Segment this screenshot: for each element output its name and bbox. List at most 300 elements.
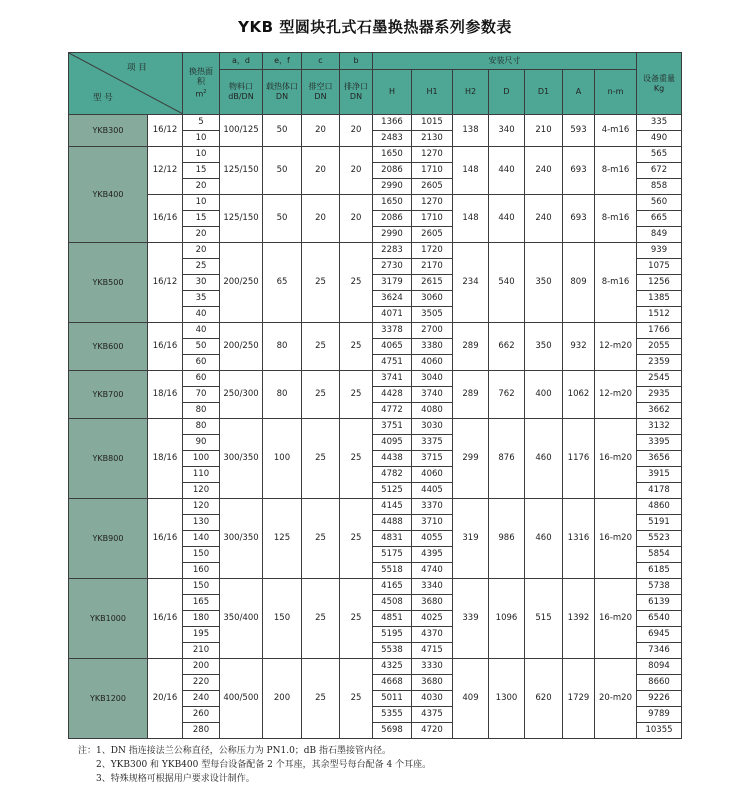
weight-cell: 3132: [637, 419, 682, 435]
spec-cell: 16/16: [148, 579, 183, 659]
h-cell: 4782: [373, 467, 412, 483]
spec-cell: 20/16: [148, 659, 183, 739]
ef-cell: 100: [263, 419, 302, 499]
area-cell: 40: [183, 323, 220, 339]
h-cell: 3751: [373, 419, 412, 435]
h-cell: 4071: [373, 307, 412, 323]
weight-label: 设备重量: [643, 73, 675, 83]
c-cell: 20: [302, 147, 340, 195]
a-cell: 693: [563, 147, 595, 195]
b-cell: 25: [340, 659, 373, 739]
weight-cell: 665: [637, 211, 682, 227]
b-cell: 20: [340, 147, 373, 195]
ef-cell: 50: [263, 195, 302, 243]
h2-cell: 319: [453, 499, 489, 579]
h1-cell: 4720: [412, 723, 453, 739]
area-cell: 10: [183, 131, 220, 147]
h1-cell: 1270: [412, 147, 453, 163]
h2-cell: 409: [453, 659, 489, 739]
area-cell: 150: [183, 547, 220, 563]
h-cell: 4488: [373, 515, 412, 531]
model-cell: YKB700: [69, 371, 148, 419]
h1-cell: 1720: [412, 243, 453, 259]
weight-unit: Kg: [653, 83, 665, 93]
nm-cell: 16-m20: [595, 499, 637, 579]
a-cell: 593: [563, 115, 595, 147]
area-cell: 5: [183, 115, 220, 131]
c-cell: 25: [302, 419, 340, 499]
nm-cell: 8-m16: [595, 195, 637, 243]
weight-cell: 2545: [637, 371, 682, 387]
ports-cell: 250/300: [220, 371, 263, 419]
weight-cell: 849: [637, 227, 682, 243]
spec-cell: 18/16: [148, 371, 183, 419]
h-cell: 5011: [373, 691, 412, 707]
model-cell: YKB800: [69, 419, 148, 499]
table-row: [69, 499, 682, 515]
a-cell: 1316: [563, 499, 595, 579]
nm-cell: 8-m16: [595, 243, 637, 323]
d-cell: 876: [489, 419, 525, 499]
table-row: [69, 323, 682, 339]
model-cell: YKB900: [69, 499, 148, 579]
ports-cell: 100/125: [220, 115, 263, 147]
h1-cell: 3715: [412, 451, 453, 467]
note-line: 2、YKB300 和 YKB400 型每台设备配备 2 个耳座，其余型号每台配备 4 个耳座。: [96, 760, 432, 770]
table-row: [69, 147, 682, 163]
h-cell: 4508: [373, 595, 412, 611]
h1-cell: 4030: [412, 691, 453, 707]
page-title: YKB 型圆块孔式石墨换热器系列参数表: [238, 18, 512, 36]
h-cell: 2990: [373, 179, 412, 195]
weight-cell: 9789: [637, 707, 682, 723]
h1-cell: 4060: [412, 355, 453, 371]
ef-cell: 150: [263, 579, 302, 659]
h-cell: 5518: [373, 563, 412, 579]
table-body: [69, 115, 682, 739]
ef-cell: 65: [263, 243, 302, 323]
h-cell: 1650: [373, 147, 412, 163]
d-cell: 440: [489, 195, 525, 243]
h-cell: 5355: [373, 707, 412, 723]
area-cell: 10: [183, 195, 220, 211]
h2-cell: 289: [453, 371, 489, 419]
weight-cell: 2359: [637, 355, 682, 371]
note-line: 3、特殊规格可根据用户要求设计制作。: [96, 774, 255, 784]
ports-cell: 200/250: [220, 323, 263, 371]
b-cell: 25: [340, 579, 373, 659]
area-cell: 240: [183, 691, 220, 707]
c-cell: 25: [302, 499, 340, 579]
h-cell: 4325: [373, 659, 412, 675]
h1-cell: 3680: [412, 675, 453, 691]
area-cell: 80: [183, 419, 220, 435]
h-cell: 2730: [373, 259, 412, 275]
weight-cell: 5191: [637, 515, 682, 531]
diagonal-divider-icon: [69, 53, 183, 114]
b-header: 排净口 DN: [340, 70, 373, 115]
b-cell: 20: [340, 195, 373, 243]
model-cell: YKB500: [69, 243, 148, 323]
weight-cell: 490: [637, 131, 682, 147]
h1-cell: 1015: [412, 115, 453, 131]
d-cell: 440: [489, 147, 525, 195]
area-cell: 30: [183, 275, 220, 291]
area-cell: 15: [183, 211, 220, 227]
model-cell: YKB1000: [69, 579, 148, 659]
nm-cell: 16-m20: [595, 419, 637, 499]
a-cell: 1729: [563, 659, 595, 739]
weight-cell: 335: [637, 115, 682, 131]
weight-cell: 9226: [637, 691, 682, 707]
h1-cell: 3340: [412, 579, 453, 595]
d1-cell: 240: [525, 195, 563, 243]
h1-cell: 4080: [412, 403, 453, 419]
table-row: [69, 115, 682, 131]
d1-cell: 515: [525, 579, 563, 659]
a-cell: 809: [563, 243, 595, 323]
weight-cell: 5738: [637, 579, 682, 595]
d1-cell: 350: [525, 243, 563, 323]
notes: [78, 744, 431, 786]
h1-cell: 4740: [412, 563, 453, 579]
area-cell: 280: [183, 723, 220, 739]
b-cell: 25: [340, 419, 373, 499]
weight-cell: 2935: [637, 387, 682, 403]
area-cell: 100: [183, 451, 220, 467]
h-cell: 2483: [373, 131, 412, 147]
item-label: 项 目: [127, 63, 147, 73]
weight-cell: 10355: [637, 723, 682, 739]
weight-cell: 1075: [637, 259, 682, 275]
weight-cell: 3915: [637, 467, 682, 483]
h-cell: 3624: [373, 291, 412, 307]
c-cell: 25: [302, 659, 340, 739]
weight-cell: 3656: [637, 451, 682, 467]
d1-cell: 460: [525, 419, 563, 499]
area-cell: 80: [183, 403, 220, 419]
c-cell: 25: [302, 323, 340, 371]
model-cell: YKB1200: [69, 659, 148, 739]
area-cell: 25: [183, 259, 220, 275]
table-row: [69, 243, 682, 259]
b-cell: 20: [340, 115, 373, 147]
b-cell: 25: [340, 243, 373, 323]
h-cell: 5538: [373, 643, 412, 659]
h-cell: 4438: [373, 451, 412, 467]
h1-cell: 4060: [412, 467, 453, 483]
weight-cell: 8660: [637, 675, 682, 691]
h-cell: 4772: [373, 403, 412, 419]
h2-cell: 138: [453, 115, 489, 147]
ef-cell: 200: [263, 659, 302, 739]
spec-cell: 16/16: [148, 323, 183, 371]
h1-cell: 4055: [412, 531, 453, 547]
ef-cell: 80: [263, 323, 302, 371]
h-cell: 4095: [373, 435, 412, 451]
ports-cell: 300/350: [220, 419, 263, 499]
h1-cell: 1270: [412, 195, 453, 211]
h1-cell: 2130: [412, 131, 453, 147]
h1-cell: 3330: [412, 659, 453, 675]
nm-cell: 12-m20: [595, 371, 637, 419]
h1-cell: 3060: [412, 291, 453, 307]
area-cell: 165: [183, 595, 220, 611]
table-row: [69, 371, 682, 387]
area-unit: $m^2$: [195, 89, 207, 99]
area-cell: 15: [183, 163, 220, 179]
h1-cell: 2700: [412, 323, 453, 339]
table-row: [69, 659, 682, 675]
table-row: [69, 419, 682, 435]
a-cell: 1392: [563, 579, 595, 659]
dim-header-nm: n-m: [595, 70, 637, 115]
ports-cell: 300/350: [220, 499, 263, 579]
h-cell: 5698: [373, 723, 412, 739]
d1-cell: 210: [525, 115, 563, 147]
h1-cell: 3710: [412, 515, 453, 531]
model-cell: YKB300: [69, 115, 148, 147]
h-cell: 4145: [373, 499, 412, 515]
h1-cell: 2170: [412, 259, 453, 275]
weight-cell: 1512: [637, 307, 682, 323]
area-cell: 35: [183, 291, 220, 307]
h1-cell: 3680: [412, 595, 453, 611]
h-cell: 4851: [373, 611, 412, 627]
area-header: [183, 53, 220, 115]
area-cell: 210: [183, 643, 220, 659]
h1-cell: 3505: [412, 307, 453, 323]
area-cell: 20: [183, 227, 220, 243]
weight-cell: 8094: [637, 659, 682, 675]
h-cell: 2086: [373, 211, 412, 227]
area-cell: 220: [183, 675, 220, 691]
d-cell: 1096: [489, 579, 525, 659]
h-cell: 4751: [373, 355, 412, 371]
ports-cell: 125/150: [220, 147, 263, 195]
ef-header: 载热体口 DN: [263, 70, 302, 115]
c-header: 排空口 DN: [302, 70, 340, 115]
dim-header-d1: D1: [525, 70, 563, 115]
weight-cell: 6945: [637, 627, 682, 643]
area-cell: 70: [183, 387, 220, 403]
h-cell: 5125: [373, 483, 412, 499]
h2-cell: 234: [453, 243, 489, 323]
weight-cell: 565: [637, 147, 682, 163]
model-cell: YKB600: [69, 323, 148, 371]
d-cell: 762: [489, 371, 525, 419]
header-corner-cell: [69, 53, 183, 115]
d1-cell: 350: [525, 323, 563, 371]
spec-cell: 18/16: [148, 419, 183, 499]
h-cell: 4065: [373, 339, 412, 355]
h-cell: 4668: [373, 675, 412, 691]
d1-cell: 620: [525, 659, 563, 739]
area-cell: 20: [183, 179, 220, 195]
c-cell: 20: [302, 115, 340, 147]
weight-cell: 2055: [637, 339, 682, 355]
ef-cell: 125: [263, 499, 302, 579]
h-cell: 2283: [373, 243, 412, 259]
weight-cell: 5854: [637, 547, 682, 563]
spec-cell: 16/16: [148, 195, 183, 243]
h1-cell: 3380: [412, 339, 453, 355]
weight-cell: 858: [637, 179, 682, 195]
weight-cell: 7346: [637, 643, 682, 659]
area-cell: 120: [183, 483, 220, 499]
area-cell: 50: [183, 339, 220, 355]
h1-cell: 1710: [412, 163, 453, 179]
ports-cell: 350/400: [220, 579, 263, 659]
weight-cell: 939: [637, 243, 682, 259]
weight-cell: 6185: [637, 563, 682, 579]
h-cell: 5175: [373, 547, 412, 563]
d-cell: 340: [489, 115, 525, 147]
weight-cell: 672: [637, 163, 682, 179]
weight-cell: 6540: [637, 611, 682, 627]
h1-cell: 4375: [412, 707, 453, 723]
d1-cell: 240: [525, 147, 563, 195]
model-label: 型 号: [93, 93, 113, 103]
b-cell: 25: [340, 323, 373, 371]
a-cell: 693: [563, 195, 595, 243]
dim-header-h: H: [373, 70, 412, 115]
dim-header-h2: H2: [453, 70, 489, 115]
ef-cell: 50: [263, 115, 302, 147]
area-cell: 120: [183, 499, 220, 515]
weight-cell: 3662: [637, 403, 682, 419]
ports-cell: 400/500: [220, 659, 263, 739]
h1-cell: 3030: [412, 419, 453, 435]
area-cell: 20: [183, 243, 220, 259]
weight-cell: 4860: [637, 499, 682, 515]
ef-cell: 80: [263, 371, 302, 419]
b-cell: 25: [340, 371, 373, 419]
area-cell: 10: [183, 147, 220, 163]
ports-cell: 125/150: [220, 195, 263, 243]
h-cell: 3179: [373, 275, 412, 291]
h-cell: 3378: [373, 323, 412, 339]
h-cell: 2086: [373, 163, 412, 179]
nm-cell: 12-m20: [595, 323, 637, 371]
h1-cell: 2605: [412, 227, 453, 243]
c-cell: 20: [302, 195, 340, 243]
ad-header: 物料口 dB/DN: [220, 70, 263, 115]
weight-cell: 1385: [637, 291, 682, 307]
h1-cell: 4715: [412, 643, 453, 659]
b-cell: 25: [340, 499, 373, 579]
area-cell: 140: [183, 531, 220, 547]
area-cell: 160: [183, 563, 220, 579]
weight-cell: 560: [637, 195, 682, 211]
c-cell: 25: [302, 579, 340, 659]
h-cell: 4165: [373, 579, 412, 595]
area-cell: 195: [183, 627, 220, 643]
area-cell: 60: [183, 371, 220, 387]
h1-cell: 4395: [412, 547, 453, 563]
h1-cell: 4025: [412, 611, 453, 627]
dim-header-a: A: [563, 70, 595, 115]
h1-cell: 2605: [412, 179, 453, 195]
ports-cell: 200/250: [220, 243, 263, 323]
h-cell: 1366: [373, 115, 412, 131]
table-row: [69, 579, 682, 595]
table-row: [69, 195, 682, 211]
spec-cell: 12/12: [148, 147, 183, 195]
area-cell: 260: [183, 707, 220, 723]
c-cell: 25: [302, 243, 340, 323]
a-cell: 1176: [563, 419, 595, 499]
install-dimensions-header: 安装尺寸: [373, 53, 637, 70]
area-cell: 110: [183, 467, 220, 483]
spec-cell: 16/16: [148, 499, 183, 579]
model-cell: YKB400: [69, 147, 148, 243]
weight-cell: 3395: [637, 435, 682, 451]
h2-cell: 289: [453, 323, 489, 371]
weight-cell: 1766: [637, 323, 682, 339]
ef-cell: 50: [263, 147, 302, 195]
area-cell: 130: [183, 515, 220, 531]
d1-cell: 460: [525, 499, 563, 579]
ad-code-header: a，d: [220, 53, 263, 70]
d-cell: 1300: [489, 659, 525, 739]
h1-cell: 2615: [412, 275, 453, 291]
parameter-table: [68, 52, 682, 739]
d-cell: 540: [489, 243, 525, 323]
h2-cell: 148: [453, 195, 489, 243]
nm-cell: 20-m20: [595, 659, 637, 739]
weight-cell: 4178: [637, 483, 682, 499]
h-cell: 5195: [373, 627, 412, 643]
area-cell: 60: [183, 355, 220, 371]
d-cell: 986: [489, 499, 525, 579]
weight-cell: 5523: [637, 531, 682, 547]
h1-cell: 3040: [412, 371, 453, 387]
nm-cell: 16-m20: [595, 579, 637, 659]
weight-cell: 1256: [637, 275, 682, 291]
area-cell: 150: [183, 579, 220, 595]
nm-cell: 8-m16: [595, 147, 637, 195]
h2-cell: 339: [453, 579, 489, 659]
h1-cell: 3375: [412, 435, 453, 451]
h2-cell: 148: [453, 147, 489, 195]
area-cell: 90: [183, 435, 220, 451]
nm-cell: 4-m16: [595, 115, 637, 147]
h1-cell: 1710: [412, 211, 453, 227]
d-cell: 662: [489, 323, 525, 371]
spec-cell: 16/12: [148, 243, 183, 323]
area-cell: 40: [183, 307, 220, 323]
area-label: 换热面积: [189, 67, 213, 87]
weight-header: [637, 53, 682, 115]
d1-cell: 400: [525, 371, 563, 419]
c-cell: 25: [302, 371, 340, 419]
weight-cell: 6139: [637, 595, 682, 611]
h-cell: 1650: [373, 195, 412, 211]
h1-cell: 3740: [412, 387, 453, 403]
h1-cell: 3370: [412, 499, 453, 515]
h1-cell: 4405: [412, 483, 453, 499]
spec-cell: 16/12: [148, 115, 183, 147]
h-cell: 3741: [373, 371, 412, 387]
c-code-header: c: [302, 53, 340, 70]
h-cell: 2990: [373, 227, 412, 243]
a-cell: 1062: [563, 371, 595, 419]
area-cell: 200: [183, 659, 220, 675]
h-cell: 4831: [373, 531, 412, 547]
note-line: 注：1、DN 指连接法兰公称直径，公称压力为 PN1.0；dB 指石墨接管内径。: [78, 746, 392, 756]
h2-cell: 299: [453, 419, 489, 499]
